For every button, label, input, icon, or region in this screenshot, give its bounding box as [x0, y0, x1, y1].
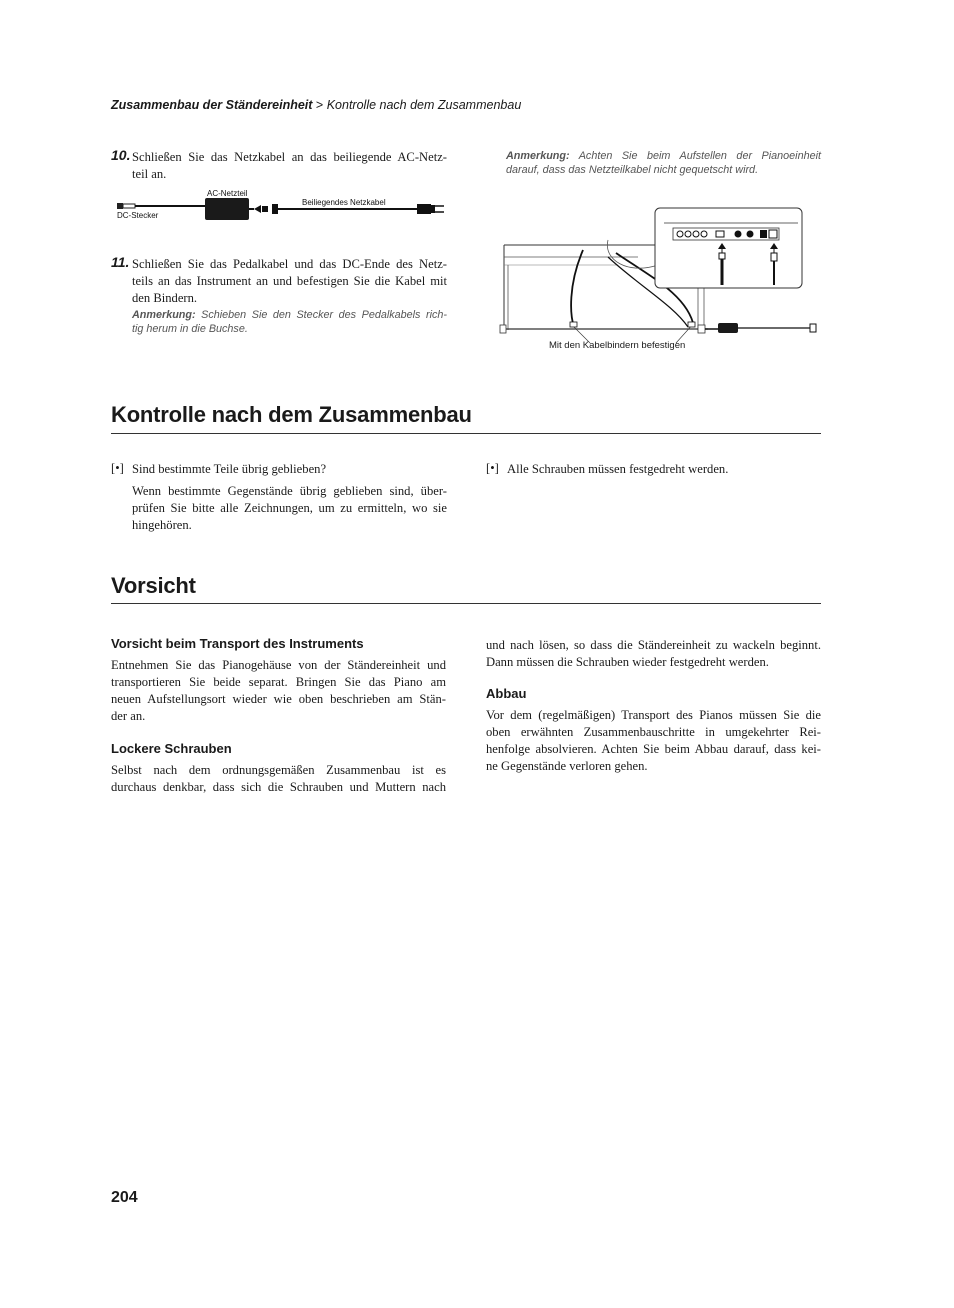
- check-item-1-detail-line: prüfen Sie bitte alle Zeichnungen, um zu ermitteln, wo sie: [132, 501, 447, 515]
- check-item-2-text: Alle Schrauben müssen festgedreht werden.: [507, 462, 729, 476]
- transport-heading: Vorsicht beim Transport des Instruments: [111, 636, 364, 651]
- check-item-1-detail-line: Wenn bestimmte Gegenstände übrig geblieben sind, über-: [132, 484, 447, 498]
- disassembly-text: [486, 707, 821, 775]
- page-number: 204: [111, 1189, 138, 1206]
- step-11-note-text: Schieben Sie den Stecker des Pedalkabels rich-: [201, 309, 447, 321]
- step-10-number: 10.: [111, 147, 131, 163]
- disassembly-heading: Abbau: [486, 686, 527, 701]
- step-11-note-label: Anmerkung:: [132, 309, 196, 321]
- section-check-rule: [111, 433, 821, 434]
- section-caution-rule: [111, 603, 821, 604]
- right-note-text: Achten Sie beim Aufstellen der Pianoeinheit: [578, 150, 821, 162]
- section-check-title: Kontrolle nach dem Zusammenbau: [111, 402, 472, 427]
- dc-plug-label: DC-Stecker: [117, 211, 159, 220]
- step-10-line: Schließen Sie das Netzkabel an das beiliegende AC-Netz-: [132, 150, 447, 164]
- disassembly-line: oben erwähnten Zusammenbauschritte in umgekehrter Rei-: [486, 725, 821, 739]
- transport-text: [111, 657, 446, 725]
- loose-screws-line: durchaus denkbar, dass sich die Schrauben und Muttern nach: [111, 780, 446, 794]
- loose-screws-continued-line: und nach lösen, so dass die Ständereinheit zu wackeln beginnt.: [486, 638, 821, 652]
- breadcrumb-section: Zusammenbau der Ständereinheit: [111, 98, 313, 112]
- disassembly-line: ne Gegenstände verloren gehen.: [486, 759, 648, 773]
- loose-screws-line: Selbst nach dem ordnungsgemäßen Zusammenbau ist es: [111, 763, 446, 777]
- check-item-1-detail: [132, 483, 447, 534]
- transport-line: neuen Aufstellungsort wieder wie oben beschrieben am Stän-: [111, 692, 446, 706]
- step-11-line: den Bindern.: [132, 291, 198, 305]
- right-note: [506, 149, 821, 177]
- step-11-line: teils an das Instrument an und befestigen Sie die Kabel mit: [132, 274, 447, 288]
- transport-line: transportieren Sie beide separat. Bringen Sie das Piano am: [111, 675, 446, 689]
- loose-screws-continued: [486, 637, 821, 671]
- ac-adapter-label: AC-Netzteil: [207, 189, 248, 198]
- transport-line: Entnehmen Sie das Pianogehäuse von der Ständereinheit und: [111, 658, 446, 672]
- step-10-text: [132, 149, 447, 183]
- breadcrumb: [111, 98, 521, 112]
- check-item-1-detail-line: hingehören.: [132, 518, 192, 532]
- disassembly-line: henfolge absolvieren. Achten Sie beim Abbau darauf, dass kei-: [486, 742, 821, 756]
- ac-adapter-illustration: [112, 194, 452, 224]
- stand-cable-illustration: [498, 205, 823, 345]
- step-11-text: [132, 256, 447, 307]
- breadcrumb-page: Kontrolle nach dem Zusammenbau: [326, 98, 522, 112]
- stand-figure-caption: Mit den Kabelbindern befestigen: [549, 340, 686, 351]
- disassembly-line: Vor dem (regelmäßigen) Transport des Pianos müssen Sie die: [486, 708, 821, 722]
- breadcrumb-separator: >: [315, 98, 324, 112]
- transport-line: der an.: [111, 709, 146, 723]
- step-11-note-line: [132, 308, 447, 322]
- power-cord-label: Beiliegendes Netzkabel: [302, 198, 386, 207]
- check-item-2-marker: [•]: [486, 461, 499, 475]
- step-11-number: 11.: [111, 254, 130, 270]
- step-11-note-line: tig herum in die Buchse.: [132, 323, 248, 335]
- right-note-label: Anmerkung:: [506, 150, 570, 162]
- step-11-line: Schließen Sie das Pedalkabel und das DC-Ende des Netz-: [132, 257, 447, 271]
- section-caution-title: Vorsicht: [111, 573, 196, 598]
- loose-screws-text: [111, 762, 446, 796]
- right-note-line: darauf, dass das Netzteilkabel nicht gequetscht wird.: [506, 164, 759, 176]
- step-11-note: [132, 308, 447, 336]
- check-item-1-text: Sind bestimmte Teile übrig geblieben?: [132, 462, 327, 476]
- step-10-line: teil an.: [132, 167, 167, 181]
- check-item-1-marker: [•]: [111, 461, 124, 475]
- right-note-line: [506, 149, 821, 163]
- loose-screws-heading: Lockere Schrauben: [111, 741, 232, 756]
- loose-screws-continued-line: Dann müssen die Schrauben wieder festgedreht werden.: [486, 655, 769, 669]
